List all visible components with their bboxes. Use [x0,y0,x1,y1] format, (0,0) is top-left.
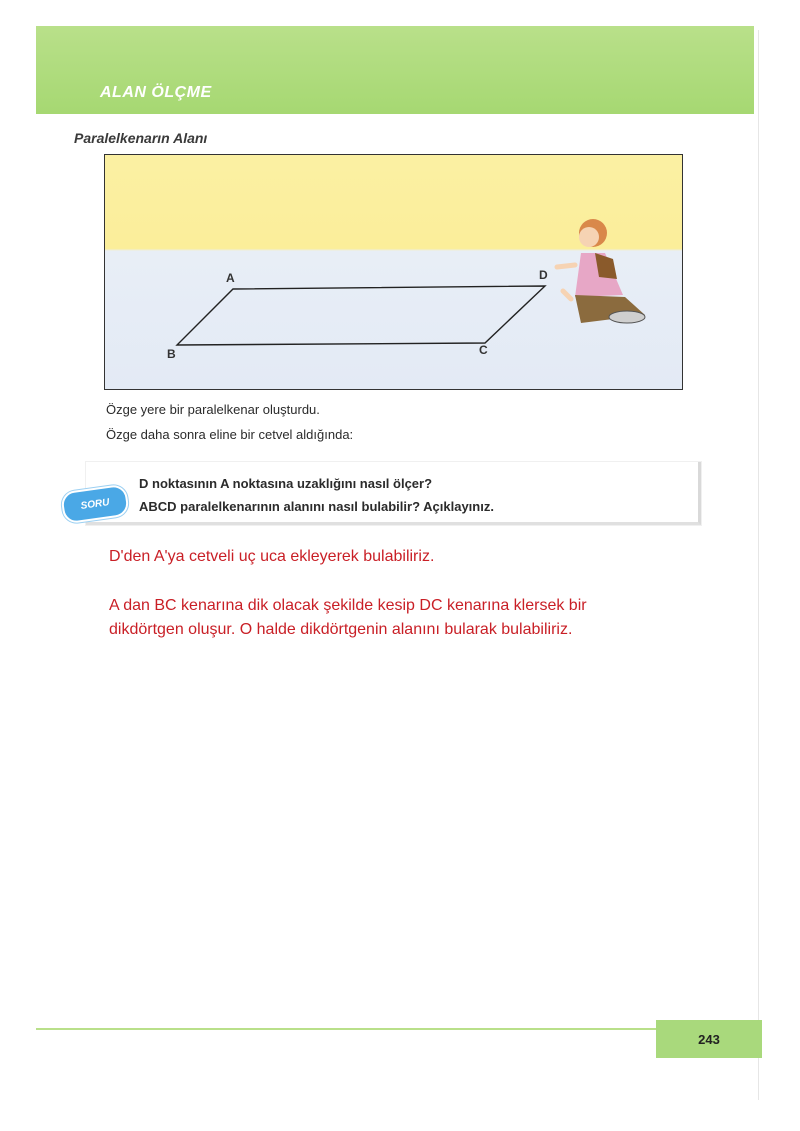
footer-rule [36,1028,658,1030]
girl-figure-icon [557,219,645,323]
point-a-label: A [226,271,235,285]
header-title: ALAN ÖLÇME [100,84,212,101]
question-2: ABCD paralelkenarının alanını nasıl bulabilir? Açıklayınız. [139,499,494,514]
answer-1: D'den A'ya cetveli uç uca ekleyerek bulabiliriz. [109,548,435,565]
page-number-box [656,1020,762,1058]
answer-2-line-1: A dan BC kenarına dik olacak şekilde kesip DC kenarına klersek bir [109,597,587,614]
intro-line-1: Özge yere bir paralelkenar oluşturdu. [106,402,320,417]
question-1: D noktasının A noktasına uzaklığını nasıl ölçer? [139,476,433,491]
point-d-label: D [539,268,548,282]
section-title: Paralelkenarın Alanı [74,130,208,146]
soru-badge: SORU [60,484,130,525]
figure-drawing [105,155,682,389]
answer-2-line-2: dikdörtgen oluşur. O halde dikdörtgenin alanını bularak bulabiliriz. [109,621,573,638]
intro-line-2: Özge daha sonra eline bir cetvel aldığında: [106,427,354,442]
parallelogram-figure [104,154,683,390]
point-c-label: C [479,343,488,357]
point-b-label: B [167,347,176,361]
page-number: 243 [698,1031,720,1047]
question-box [86,462,701,525]
parallelogram-abcd [177,286,545,345]
